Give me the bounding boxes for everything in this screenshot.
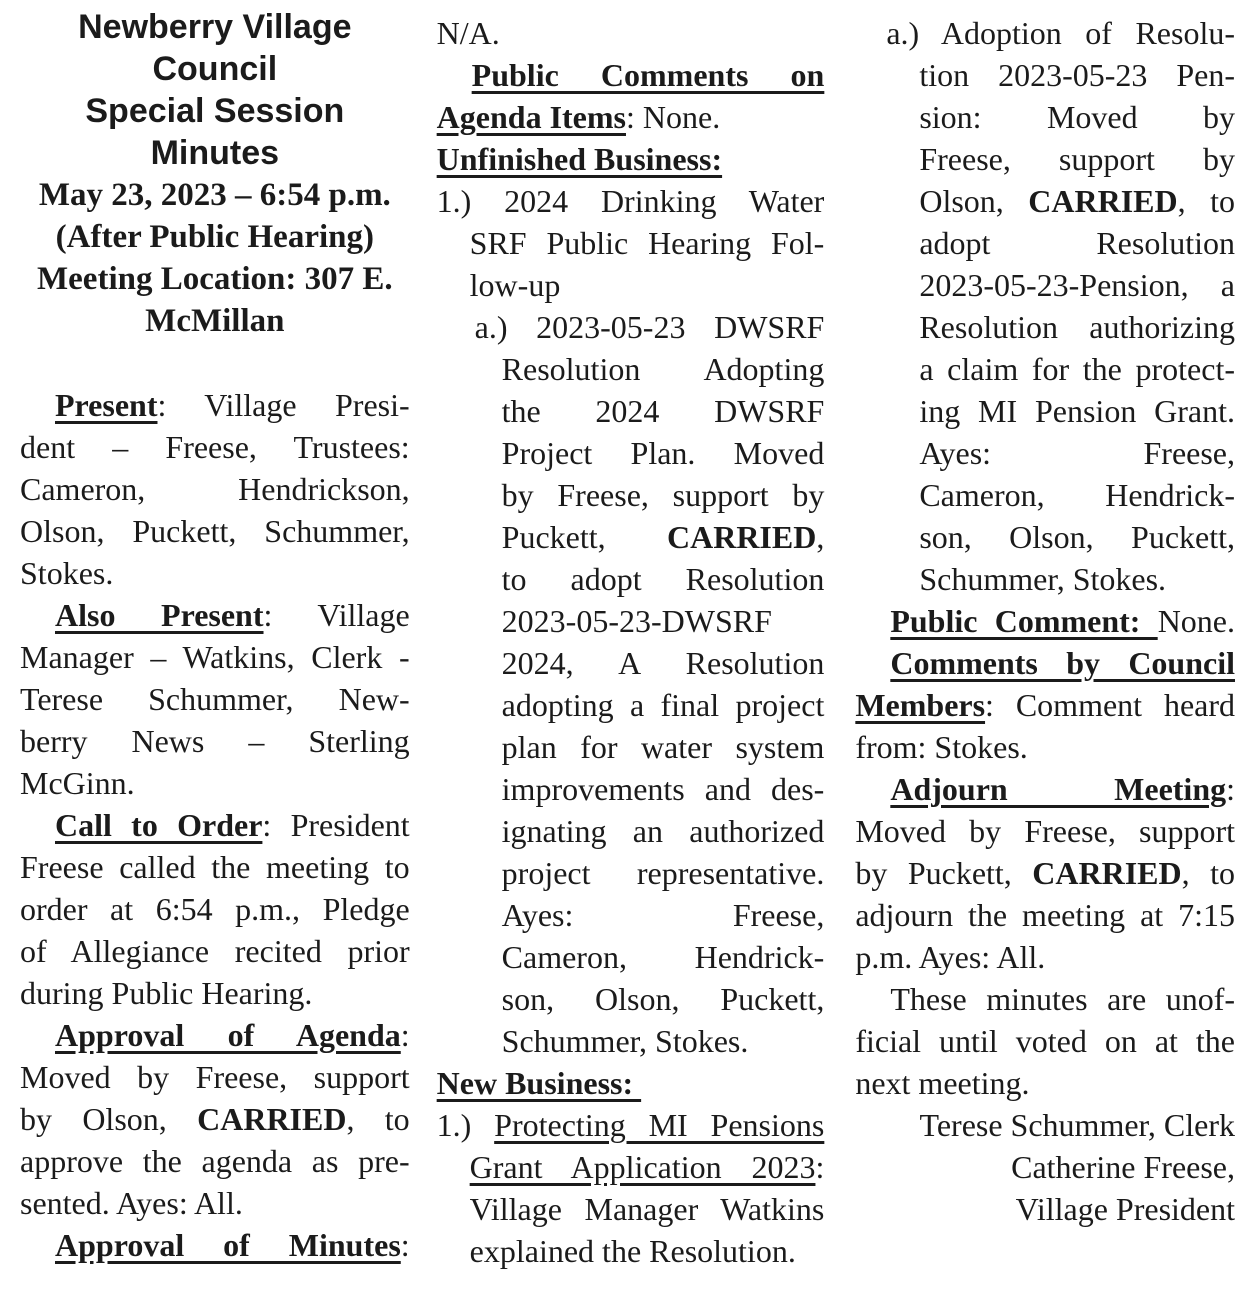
text-line — [20, 468, 410, 510]
text-line — [20, 972, 410, 1014]
text-segment: Freese, support by — [919, 141, 1235, 177]
text-line — [855, 768, 1235, 810]
text-segment: Ayes: Freese, — [501, 897, 825, 933]
text-segment: CARRIED — [666, 519, 817, 555]
column-2 — [437, 6, 825, 1292]
text-segment: project representative. — [501, 855, 825, 891]
text-line — [20, 1056, 410, 1098]
text-segment: These minutes are unof- — [890, 981, 1235, 1017]
text-line — [855, 348, 1235, 390]
text-segment: Olson, — [919, 183, 1029, 219]
text-line — [437, 264, 825, 306]
text-segment: New Business: — [436, 1065, 642, 1101]
text-segment: : — [400, 1227, 410, 1263]
text-line — [20, 48, 410, 90]
column-1 — [20, 6, 410, 1292]
text-segment: Village Manager Watkins — [469, 1191, 825, 1227]
text-line — [20, 636, 410, 678]
text-line — [855, 936, 1235, 978]
text-segment: 1.) — [436, 1107, 495, 1143]
text-segment: Protecting MI Pensions — [494, 1107, 825, 1143]
text-line — [855, 516, 1235, 558]
text-segment: improvements and des- — [501, 771, 825, 807]
text-segment: , to — [346, 1101, 410, 1137]
text-segment: Moved by Freese, support — [20, 1059, 410, 1095]
text-segment: (After Public Hearing) — [55, 219, 374, 255]
text-line — [20, 888, 410, 930]
text-segment: Terese Schummer, New- — [20, 681, 410, 717]
text-segment: a claim for the protect- — [919, 351, 1235, 387]
text-line — [437, 600, 825, 642]
text-segment: Agenda Items — [436, 99, 626, 135]
text-line — [437, 12, 825, 54]
text-segment: 2023-05-23-DWSRF — [501, 603, 772, 639]
text-line — [20, 426, 410, 468]
text-segment: Catherine Freese, — [1011, 1149, 1235, 1185]
text-line — [437, 1020, 825, 1062]
text-segment: Council — [152, 50, 278, 88]
text-line — [855, 978, 1235, 1020]
text-segment: to adopt Resolution — [501, 561, 825, 597]
text-segment: Approval of Minutes — [55, 1227, 401, 1263]
text-segment: Comments by Council — [890, 645, 1235, 681]
text-segment: : None. — [625, 99, 721, 135]
text-segment: Adjourn Meeting — [890, 771, 1227, 807]
text-line — [855, 600, 1235, 642]
text-segment: SRF Public Hearing Fol- — [469, 225, 825, 261]
text-line — [20, 720, 410, 762]
text-segment: McMillan — [145, 303, 285, 339]
text-line — [437, 432, 825, 474]
text-segment: Cameron, Hendrickson, — [20, 471, 410, 507]
text-line — [20, 846, 410, 888]
text-segment: : — [815, 1149, 825, 1185]
text-line — [855, 558, 1235, 600]
text-line — [437, 138, 825, 180]
text-segment: Manager – Watkins, Clerk - — [20, 639, 410, 675]
text-segment: 2023-05-23-Pension, a — [919, 267, 1235, 303]
text-line — [20, 1140, 410, 1182]
text-segment: ing MI Pension Grant. — [919, 393, 1235, 429]
text-segment: Olson, Puckett, Schummer, — [20, 513, 410, 549]
text-segment: Freese called the meeting to — [20, 849, 410, 885]
text-line — [437, 474, 825, 516]
text-line — [437, 54, 825, 96]
text-segment: tion 2023-05-23 Pen- — [919, 57, 1235, 93]
text-line — [437, 810, 825, 852]
text-segment: plan for water system — [501, 729, 825, 765]
text-segment: , — [816, 519, 825, 555]
text-segment: Members — [855, 687, 986, 723]
text-segment: , to — [1177, 183, 1236, 219]
text-line — [20, 174, 410, 216]
text-line — [20, 216, 410, 258]
text-segment: Terese Schummer, Clerk — [919, 1107, 1235, 1143]
text-segment: of Allegiance recited prior — [20, 933, 410, 969]
text-line — [855, 306, 1235, 348]
text-line — [437, 852, 825, 894]
text-segment: Unfinished Business: — [436, 141, 723, 177]
text-line — [437, 306, 825, 348]
text-line — [855, 474, 1235, 516]
text-segment: Approval of Agenda — [55, 1017, 401, 1053]
text-line — [855, 1062, 1235, 1104]
text-line — [855, 810, 1235, 852]
text-line — [437, 1188, 825, 1230]
text-segment: Meeting Location: 307 E. — [37, 261, 393, 297]
text-segment: Puckett, — [501, 519, 667, 555]
text-line — [855, 1188, 1235, 1230]
text-line — [437, 978, 825, 1020]
text-segment: : Village Presi- — [157, 387, 410, 423]
text-line — [20, 1014, 410, 1056]
text-segment: Newberry Village — [78, 8, 352, 46]
text-line — [437, 390, 825, 432]
text-segment: Cameron, Hendrick- — [919, 477, 1235, 513]
text-line — [20, 594, 410, 636]
text-segment: Present — [55, 387, 158, 423]
text-line — [20, 762, 410, 804]
text-line — [437, 642, 825, 684]
column-3 — [855, 6, 1235, 1292]
text-segment: the 2024 DWSRF — [501, 393, 825, 429]
text-segment: low-up — [469, 267, 561, 303]
text-line — [855, 432, 1235, 474]
text-segment: by Freese, support by — [501, 477, 825, 513]
text-segment: Stokes. — [20, 555, 114, 591]
text-segment: ficial until voted on at the — [855, 1023, 1235, 1059]
text-line — [437, 1146, 825, 1188]
text-segment: son, Olson, Puckett, — [501, 981, 825, 1017]
text-line — [20, 342, 410, 384]
text-segment: Village President — [1015, 1191, 1235, 1227]
text-line — [20, 678, 410, 720]
text-line — [855, 96, 1235, 138]
text-line — [855, 852, 1235, 894]
text-line — [855, 642, 1235, 684]
text-line — [437, 894, 825, 936]
text-segment: Minutes — [150, 134, 280, 172]
text-line — [437, 726, 825, 768]
text-segment: Resolution Adopting — [501, 351, 825, 387]
text-segment: Schummer, Stokes. — [501, 1023, 749, 1059]
text-line — [437, 558, 825, 600]
text-line — [855, 390, 1235, 432]
text-line — [437, 936, 825, 978]
text-segment: berry News – Sterling — [20, 723, 410, 759]
text-segment: by Puckett, — [855, 855, 1033, 891]
text-line — [855, 138, 1235, 180]
text-segment: CARRIED — [197, 1101, 347, 1137]
text-segment: Public Comments on — [471, 57, 825, 93]
text-segment: N/A. — [436, 15, 500, 51]
text-line — [855, 726, 1235, 768]
text-line — [437, 684, 825, 726]
text-segment: by Olson, — [20, 1101, 198, 1137]
text-segment: Public Comment: — [890, 603, 1158, 639]
text-line — [437, 1230, 825, 1272]
text-line — [20, 552, 410, 594]
text-segment: Cameron, Hendrick- — [501, 939, 825, 975]
text-line — [20, 6, 410, 48]
text-segment: : Comment heard — [985, 687, 1235, 723]
text-segment: next meeting. — [855, 1065, 1030, 1101]
text-segment: , to — [1181, 855, 1235, 891]
text-line — [20, 300, 410, 342]
text-line — [855, 1020, 1235, 1062]
text-line — [437, 516, 825, 558]
text-segment: : — [400, 1017, 410, 1053]
text-line — [20, 90, 410, 132]
text-segment: from: Stokes. — [855, 729, 1028, 765]
text-segment: CARRIED — [1032, 855, 1182, 891]
text-line — [20, 258, 410, 300]
text-line — [20, 930, 410, 972]
text-segment: CARRIED — [1028, 183, 1178, 219]
text-segment: Also Present — [55, 597, 264, 633]
text-segment: approve the agenda as pre- — [20, 1143, 410, 1179]
text-line — [20, 132, 410, 174]
text-segment: during Public Hearing. — [20, 975, 313, 1011]
text-line — [20, 1098, 410, 1140]
text-segment: Resolution authorizing — [919, 309, 1235, 345]
text-line — [20, 384, 410, 426]
text-line — [20, 510, 410, 552]
text-segment: dent – Freese, Trustees: — [20, 429, 410, 465]
text-segment: : — [1226, 771, 1235, 807]
text-line — [855, 684, 1235, 726]
text-segment: a.) Adoption of Resolu- — [886, 15, 1235, 51]
text-line — [855, 12, 1235, 54]
text-segment: sented. Ayes: All. — [20, 1185, 243, 1221]
text-segment: order at 6:54 p.m., Pledge — [20, 891, 410, 927]
text-segment: son, Olson, Puckett, — [919, 519, 1235, 555]
text-segment: sion: Moved by — [919, 99, 1235, 135]
text-line — [437, 348, 825, 390]
text-line — [437, 180, 825, 222]
text-segment: a.) 2023-05-23 DWSRF — [474, 309, 825, 345]
text-segment: McGinn. — [20, 765, 135, 801]
text-segment: p.m. Ayes: All. — [855, 939, 1046, 975]
text-line — [20, 1224, 410, 1266]
text-segment: Call to Order — [55, 807, 263, 843]
text-segment: 1.) 2024 Drinking Water — [436, 183, 825, 219]
text-segment: explained the Resolution. — [469, 1233, 796, 1269]
text-segment: 2024, A Resolution — [501, 645, 825, 681]
text-line — [437, 1062, 825, 1104]
text-line — [437, 222, 825, 264]
text-segment: adjourn the meeting at 7:15 — [855, 897, 1235, 933]
text-segment: None. — [1157, 603, 1235, 639]
text-line — [855, 1146, 1235, 1188]
text-segment: : Village — [263, 597, 410, 633]
text-line — [855, 222, 1235, 264]
text-segment: adopt Resolution — [919, 225, 1235, 261]
text-line — [855, 54, 1235, 96]
text-segment: adopting a final project — [501, 687, 825, 723]
text-line — [437, 96, 825, 138]
text-segment: May 23, 2023 – 6:54 p.m. — [38, 177, 391, 213]
text-segment: Ayes: Freese, — [919, 435, 1235, 471]
text-line — [855, 894, 1235, 936]
text-segment: Grant Application 2023 — [469, 1149, 816, 1185]
text-line — [437, 768, 825, 810]
text-line — [855, 264, 1235, 306]
text-segment: Moved by Freese, support — [855, 813, 1235, 849]
text-line — [20, 804, 410, 846]
text-line — [855, 1104, 1235, 1146]
text-line — [855, 180, 1235, 222]
text-segment: Schummer, Stokes. — [919, 561, 1167, 597]
text-segment: : President — [262, 807, 410, 843]
text-segment: Project Plan. Moved — [501, 435, 825, 471]
text-line — [437, 1104, 825, 1146]
text-segment: Special Session — [85, 92, 345, 130]
text-segment: ignating an authorized — [501, 813, 825, 849]
text-line — [20, 1182, 410, 1224]
